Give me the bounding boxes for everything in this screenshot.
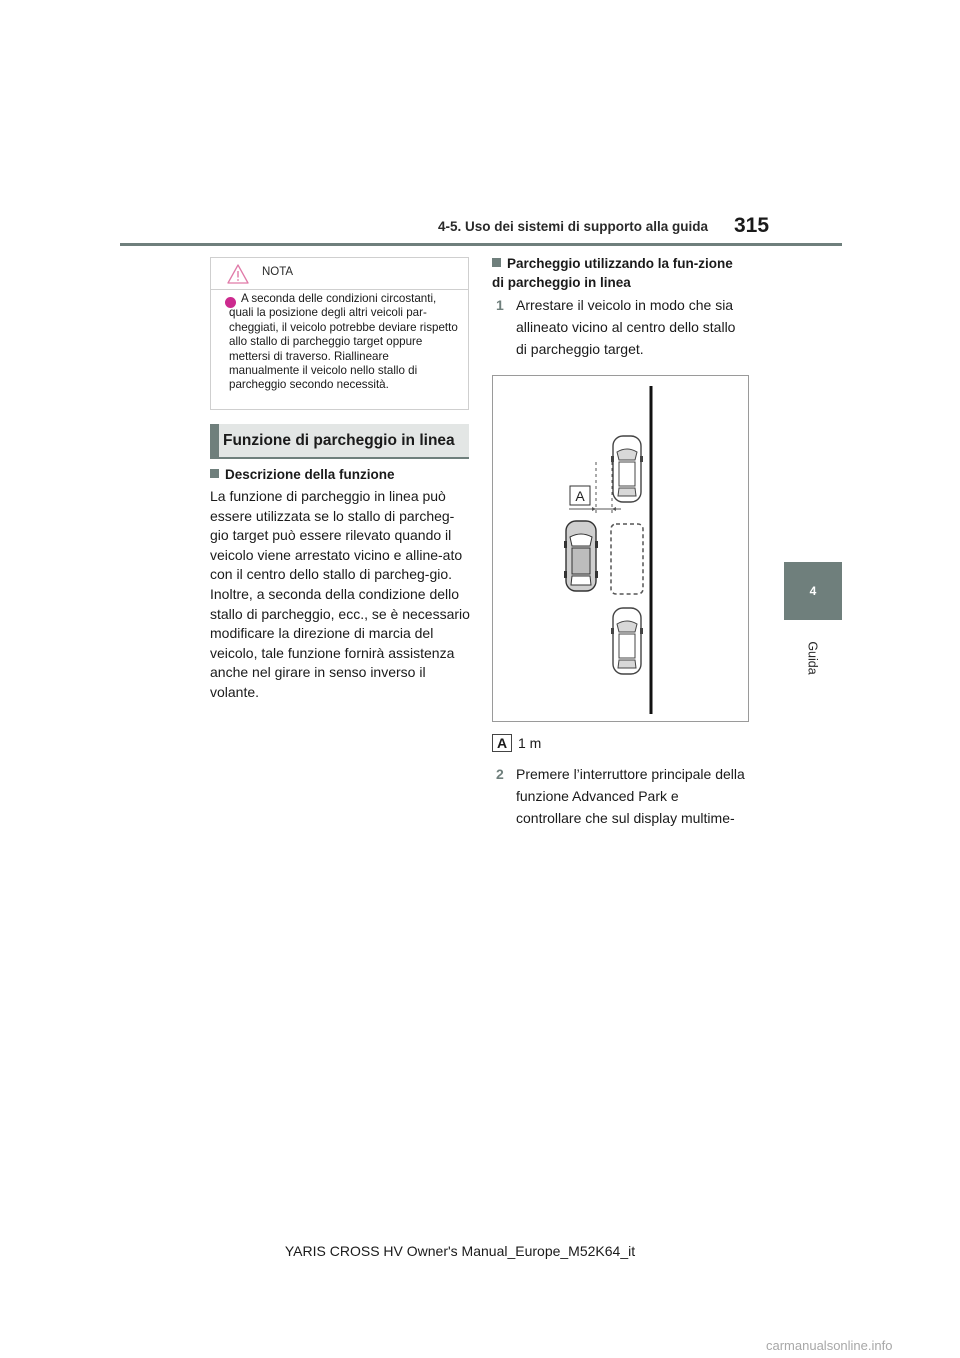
description-paragraph: La funzione di parcheggio in linea può essere utilizzata se lo stallo di parcheg-gio target può essere rilevato quando il veicolo viene arrestato vicino e alline-ato con il centro dello stallo di parcheg-gio. Inoltre, a seconda della condizione dello stallo di parcheggio, ecc., se è necessario modificare la direzione di marcia del veicolo, tale funzione fornirà assistenza anche nel girare in senso inverso il volante. — [210, 488, 470, 700]
chapter-tab — [784, 562, 842, 620]
square-bullet-icon — [492, 258, 501, 267]
section-heading — [210, 424, 469, 459]
figure-legend — [492, 733, 541, 752]
page-number: 315 — [734, 214, 770, 237]
note-text: A seconda delle condizioni circostanti, quali la posizione degli altri veicoli par-cheggiati, il veicolo potrebbe deviare rispetto allo stallo di parcheggio target oppure mettersi di traverso. Riallineare manualmente il veicolo nello stallo di parcheggio secondo necessità. — [229, 292, 458, 392]
section-heading-title: Funzione di parcheggio in linea — [223, 432, 455, 449]
chapter-label-text: Guida — [805, 641, 820, 675]
warning-triangle-icon — [227, 264, 249, 284]
note-header — [211, 258, 468, 290]
header-section-title: 4-5. Uso dei sistemi di supporto alla guida — [438, 219, 709, 234]
section-heading-bar — [210, 424, 219, 457]
step-2-number: 2 — [496, 766, 504, 782]
step-1 — [496, 294, 746, 360]
legend-label-box: A — [492, 734, 512, 752]
footer — [0, 1243, 960, 1259]
step-2-text: Premere l’interruttore principale della funzione Advanced Park e controllare che sul display multime- — [516, 766, 745, 826]
chapter-number: 4 — [809, 584, 817, 598]
parked-car-top — [611, 436, 643, 502]
user-vehicle — [564, 521, 598, 591]
subhead-description: Descrizione della funzione — [210, 465, 395, 484]
legend-value: 1 m — [518, 734, 542, 751]
parking-diagram-svg — [493, 376, 748, 721]
step-1-number: 1 — [496, 297, 504, 313]
square-bullet-icon — [210, 469, 219, 478]
watermark: carmanualsonline.info — [766, 1338, 893, 1353]
note-title: NOTA — [262, 266, 294, 278]
target-stall — [611, 524, 643, 594]
note-box — [210, 257, 469, 410]
chapter-label — [784, 628, 842, 688]
header-rule — [120, 243, 842, 246]
step-1-text: Arrestare il veicolo in modo che sia allineato vicino al centro dello stallo di parcheggio target. — [516, 297, 736, 357]
subhead-procedure: Parcheggio utilizzando la fun-zione di parcheggio in linea — [492, 256, 733, 290]
parking-diagram — [492, 375, 749, 722]
parked-car-bottom — [611, 608, 643, 674]
step-2 — [496, 763, 746, 829]
figure-label-a: A — [575, 488, 585, 504]
footer-text: YARIS CROSS HV Owner's Manual_Europe_M52K64_it — [284, 1243, 636, 1259]
